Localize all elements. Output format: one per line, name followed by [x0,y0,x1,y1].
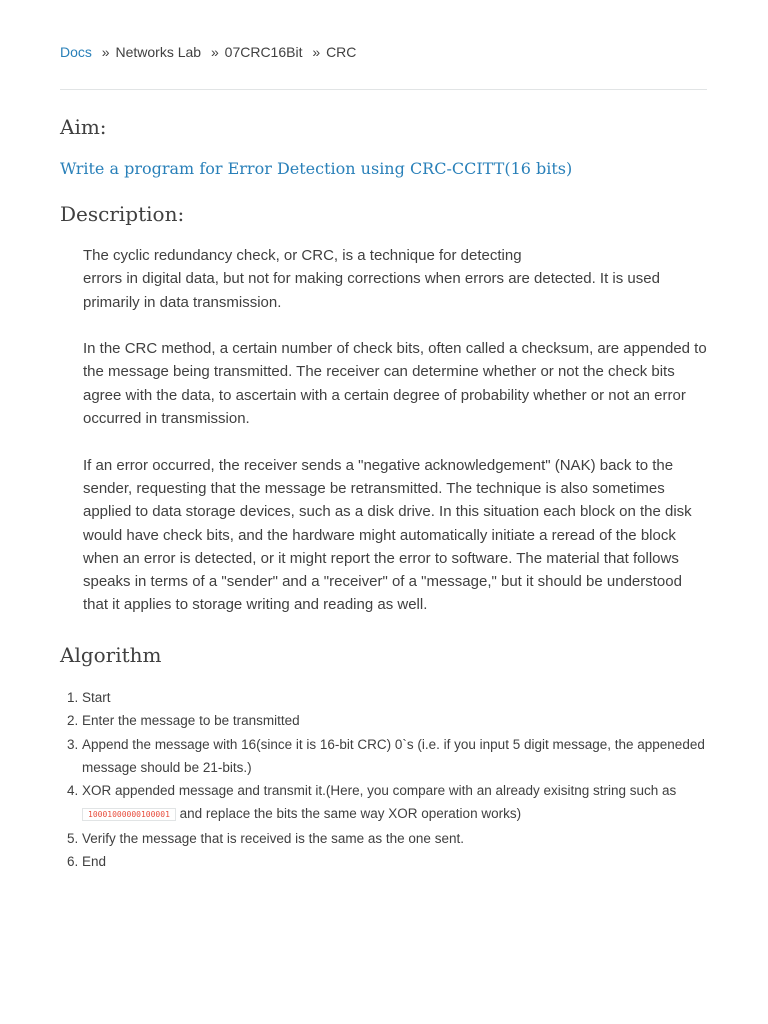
breadcrumb-item-networks-lab: Networks Lab [115,44,202,60]
breadcrumb-separator: » [312,44,321,60]
breadcrumb-item-crc16bit: 07CRC16Bit [224,44,303,60]
aim-link[interactable]: Write a program for Error Detection using CRC-CCITT(16 bits) [60,159,573,178]
step-4-text-after: and replace the bits the same way XOR operation works) [179,806,522,822]
description-paragraph-1-line-2: errors in digital data, but not for making corrections when errors are detected. It is used primarily in data transmission. [83,270,660,311]
description-paragraph-1 [83,244,711,314]
algorithm-heading: Algorithm [60,643,162,667]
list-item: 2. Enter the message to be transmitted [82,709,722,732]
description-paragraph-3: If an error occurred, the receiver sends a "negative acknowledgement" (NAK) back to the sender, requesting that the message be retransmitted. The technique is also sometimes applied to data storage devices, such as a disk drive. In this situation each block on the disk would have check bits, and the hardware might automatically initiate a reread of the block when an error is detected, or it might report the error to software. The material that follows speaks in terms of a "sender" and a "receiver" of a "message," but it should be understood that it applies to storage writing and reading as well. [83,456,692,614]
breadcrumb-separator: » [101,44,110,60]
breadcrumb-item-crc: CRC [326,44,357,60]
breadcrumb-divider [60,89,707,90]
list-item [82,779,722,827]
description-heading: Description: [60,202,185,226]
description-block [83,244,711,640]
list-item: 5. Verify the message that is received is the same as the one sent. [82,827,722,850]
crc-polynomial-code: 10001000000100001 [82,808,176,821]
breadcrumb-separator: » [210,44,219,60]
breadcrumb-docs-link[interactable]: Docs [60,44,92,60]
list-item: 6. End [82,850,722,873]
breadcrumb [60,43,356,61]
list-item: 3. Append the message with 16(since it is 16-bit CRC) 0`s (i.e. if you input 5 digit message, the appeneded message should be 21-bits.) [82,733,722,780]
algorithm-list [60,686,722,873]
list-item: 1. Start [82,686,722,709]
description-paragraph-1-line-1: The cyclic redundancy check, or CRC, is a technique for detecting [83,247,522,264]
step-4-text-before: XOR appended message and transmit it.(Here, you compare with an already exisitng string such as [82,783,677,799]
description-paragraph-2: In the CRC method, a certain number of check bits, often called a checksum, are appended to the message being transmitted. The receiver can determine whether or not the check bits agree with the data, to ascertain with a certain degree of probability whether or not an error occurred in transmission. [83,340,707,428]
aim-heading: Aim: [60,115,107,139]
